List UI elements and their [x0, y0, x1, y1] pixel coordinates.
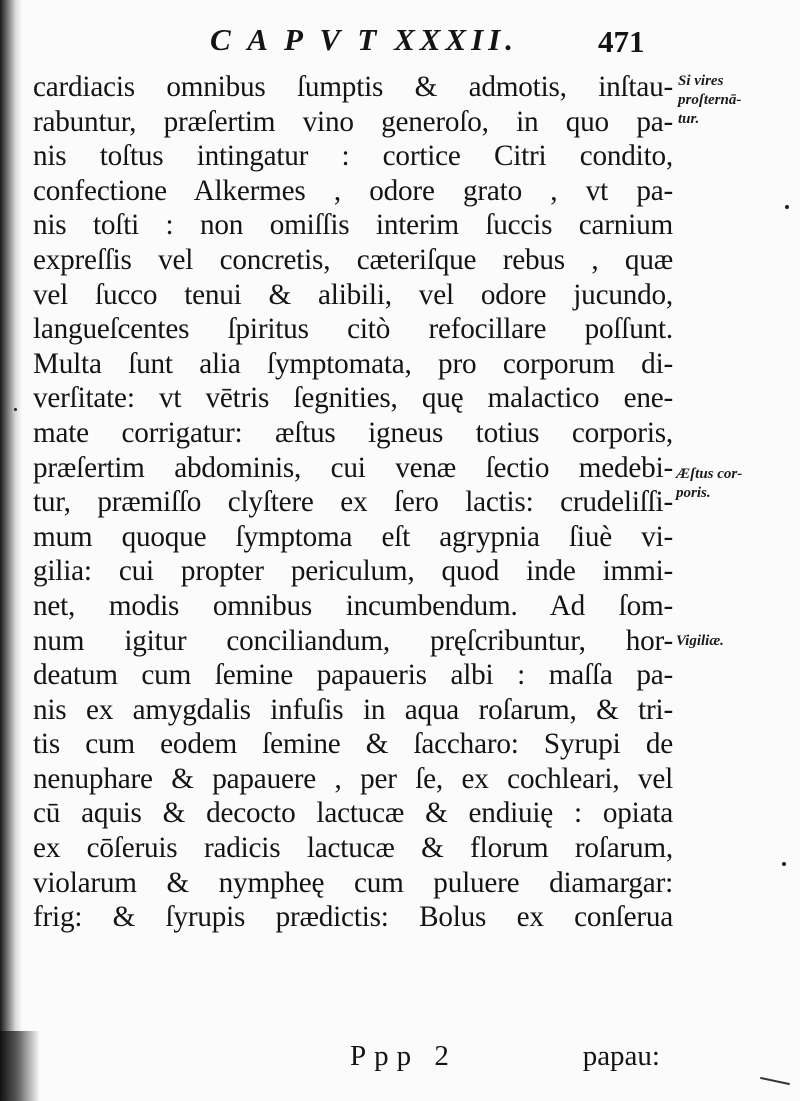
margin-note-line: Æſtus cor- — [676, 466, 743, 482]
catchword: papau: — [582, 1040, 660, 1072]
margin-note-aestus — [676, 465, 742, 503]
text-line: tur, præmiſſo clyſtere ex ſero lactis: crudeliſſi- — [33, 486, 673, 519]
scan-stroke — [760, 1077, 790, 1085]
text-line: expreſſis vel concretis, cæteriſque rebus , quæ — [33, 243, 673, 276]
text-line: gilia: cui propter periculum, quod inde immi- — [33, 555, 673, 588]
scan-speck — [14, 408, 17, 411]
margin-note-line: tur. — [678, 111, 700, 127]
text-line: confectione Alkermes , odore grato , vt pa- — [33, 174, 673, 207]
text-line: præſertim abdominis, cui venæ ſectio medebi- — [33, 451, 673, 484]
text-line: mum quoque ſymptoma eſt agrypnia ſiuè vi- — [33, 520, 673, 553]
text-line: mate corrigatur: æſtus igneus totius corporis, — [33, 416, 673, 449]
text-line: frig: & ſyrupis prædictis: Bolus ex conſerua — [33, 901, 673, 934]
text-line: cū aquis & decocto lactucæ & endiuię : opiata — [33, 797, 673, 830]
page-number: 471 — [598, 24, 645, 59]
text-line: nis toſti : non omiſſis interim ſuccis carnium — [33, 209, 673, 242]
margin-note-line: poris. — [676, 485, 711, 501]
margin-note-vires — [678, 72, 741, 129]
text-line: net, modis omnibus incumbendum. Ad ſom- — [33, 589, 673, 622]
text-line: ex cōſeruis radicis lactucæ & florum roſarum, — [33, 832, 673, 865]
text-line: vel ſucco tenui & alibili, vel odore jucundo, — [33, 278, 673, 311]
page-corner-shadow — [0, 1031, 40, 1101]
margin-note-line: proſternā- — [678, 92, 742, 108]
text-line: cardiacis omnibus ſumptis & admotis, inſtau- — [33, 71, 673, 103]
scan-speck — [785, 205, 789, 209]
text-line: num igitur conciliandum, pręſcribuntur, hor- — [33, 624, 673, 657]
margin-note-vigiliae — [676, 632, 724, 651]
text-line: verſitate: vt vētris ſegnities, quę malactico ene- — [33, 382, 673, 415]
text-line: tis cum eodem ſemine & ſaccharo: Syrupi de — [33, 728, 673, 761]
text-line: Multa ſunt alia ſymptomata, pro corporum di- — [33, 347, 673, 380]
text-line: nis toſtus intingatur : cortice Citri condito, — [33, 140, 673, 173]
text-line: langueſcentes ſpiritus citò refocillare poſſunt. — [33, 313, 673, 346]
signature-mark: Ppp 2 — [350, 1040, 457, 1072]
text-line: nis ex amygdalis infuſis in aqua roſarum, & tri- — [33, 693, 673, 726]
text-line: deatum cum ſemine papaueris albi : maſſa pa- — [33, 659, 673, 692]
binding-gutter-shadow — [0, 0, 22, 1101]
catchline — [350, 1040, 660, 1080]
running-head: C A P V T XXXII. — [210, 22, 518, 57]
text-line: nenuphare & papauere , per ſe, ex cochleari, vel — [33, 762, 673, 795]
text-line: rabuntur, præſertim vino generoſo, in quo pa- — [33, 105, 673, 138]
body-text — [33, 70, 673, 935]
text-line: violarum & nympheę cum puluere diamargar: — [33, 866, 673, 899]
margin-note-line: Vigiliæ. — [676, 633, 724, 649]
scan-speck — [782, 862, 786, 866]
margin-note-line: Si vires — [678, 73, 724, 89]
